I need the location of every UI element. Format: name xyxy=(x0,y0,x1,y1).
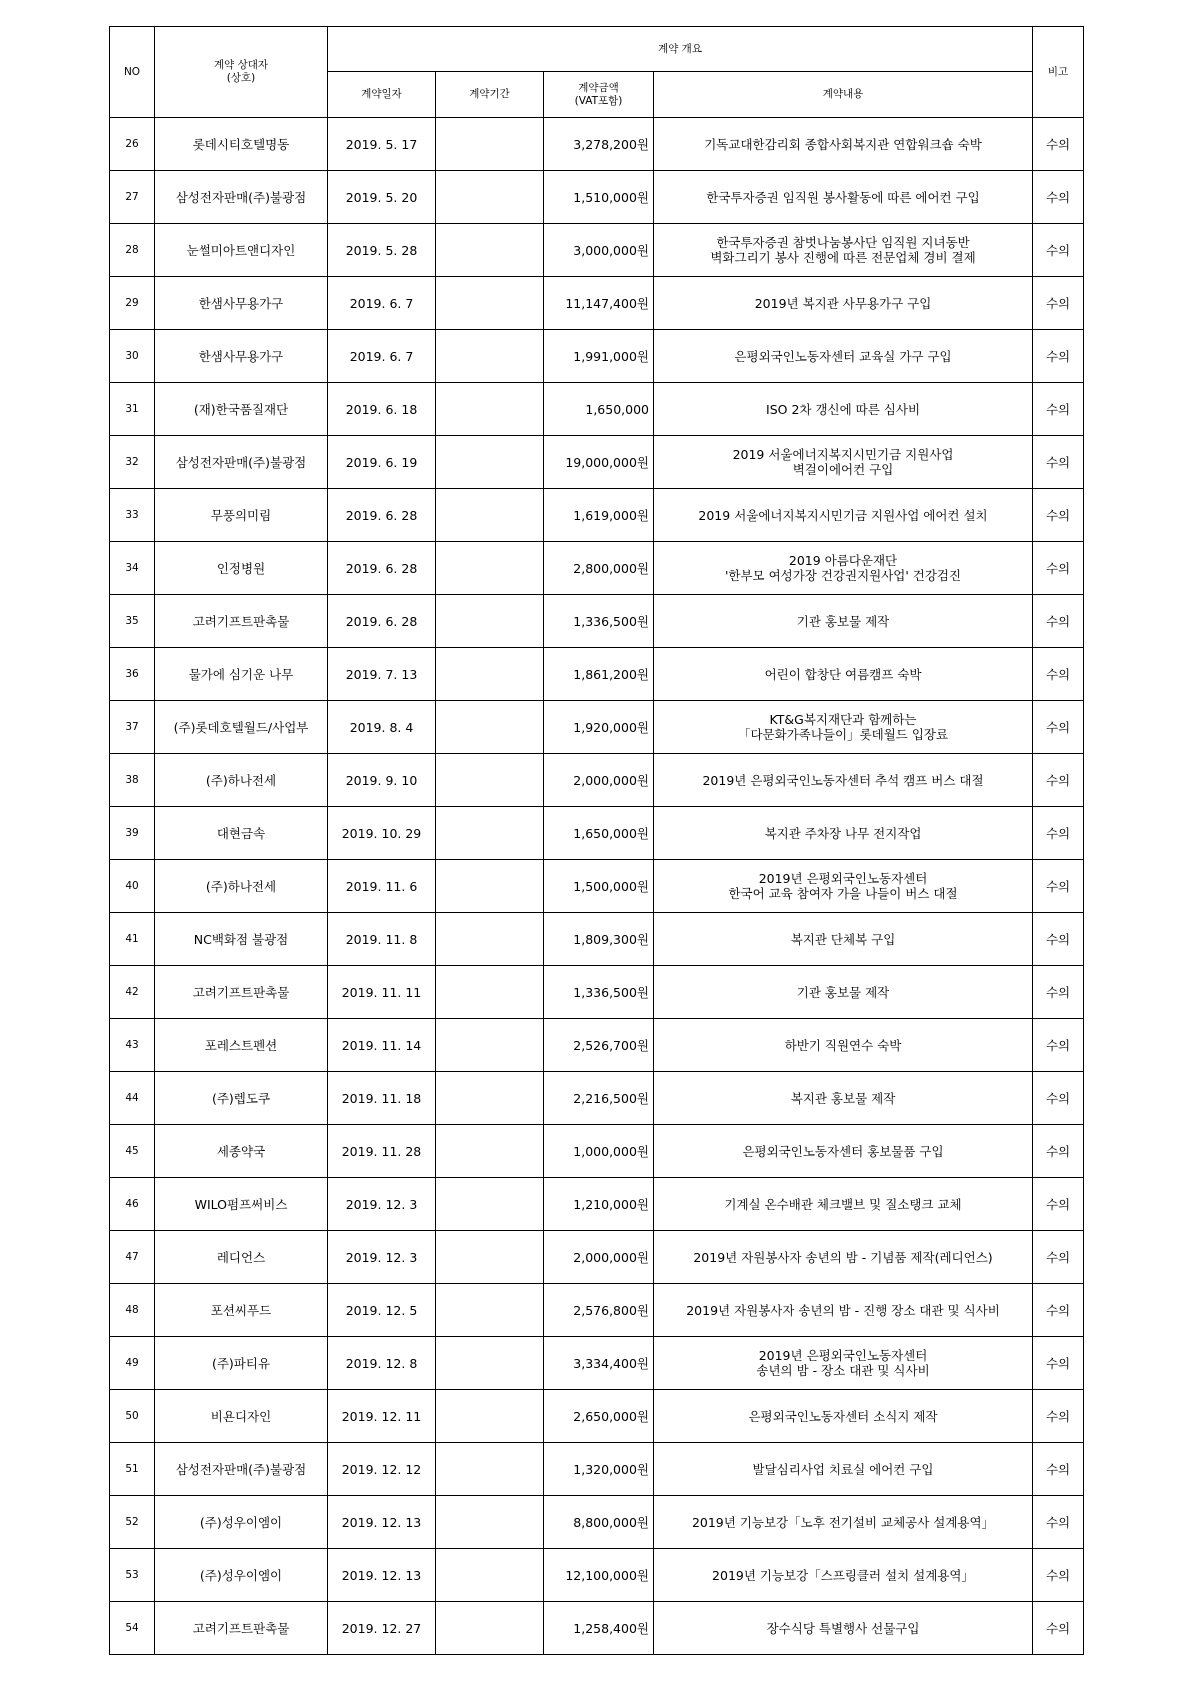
row-content-line: 기독교대한감리회 종합사회복지관 연합워크숍 숙박 xyxy=(704,136,982,152)
row-date: 2019. 9. 10 xyxy=(328,754,436,807)
row-period xyxy=(436,648,544,701)
row-no: 49 xyxy=(110,1337,155,1390)
row-no: 48 xyxy=(110,1284,155,1337)
row-period xyxy=(436,966,544,1019)
row-party: 삼성전자판매(주)불광점 xyxy=(155,171,328,224)
row-content xyxy=(654,1284,1033,1337)
row-no: 28 xyxy=(110,224,155,277)
row-remark: 수의 xyxy=(1033,1019,1084,1072)
row-content-line: 벽걸이에어컨 구입 xyxy=(792,462,894,477)
row-party: 세종약국 xyxy=(155,1125,328,1178)
row-no: 30 xyxy=(110,330,155,383)
row-content-line: 하반기 직원연수 숙박 xyxy=(784,1037,902,1053)
row-remark: 수의 xyxy=(1033,330,1084,383)
row-content xyxy=(654,171,1033,224)
row-remark: 수의 xyxy=(1033,648,1084,701)
row-content-line: 송년의 밤 - 장소 대관 및 식사비 xyxy=(756,1363,930,1378)
row-period xyxy=(436,383,544,436)
header-overview: 계약 개요 xyxy=(328,27,1033,72)
row-period xyxy=(436,913,544,966)
table-row xyxy=(110,1390,1084,1443)
row-amount: 19,000,000원 xyxy=(544,436,654,489)
table-row xyxy=(110,595,1084,648)
row-date: 2019. 11. 11 xyxy=(328,966,436,1019)
table-row xyxy=(110,913,1084,966)
row-content-line: 한국투자증권 임직원 봉사활동에 따른 에어컨 구입 xyxy=(706,189,980,205)
row-party: 포션씨푸드 xyxy=(155,1284,328,1337)
row-period xyxy=(436,542,544,595)
row-content-line: '한부모 여성가장 건강권지원사업' 건강검진 xyxy=(724,568,962,583)
header-no: NO xyxy=(110,27,155,118)
row-date: 2019. 12. 13 xyxy=(328,1496,436,1549)
row-content-line: 2019년 기능보강「노후 전기설비 교체공사 설계용역」 xyxy=(691,1514,995,1530)
header-amount-line1: 계약금액 xyxy=(578,81,619,94)
row-no: 45 xyxy=(110,1125,155,1178)
row-no: 51 xyxy=(110,1443,155,1496)
row-party: (주)렙도쿠 xyxy=(155,1072,328,1125)
row-party: (주)성우이엠이 xyxy=(155,1496,328,1549)
row-content xyxy=(654,330,1033,383)
row-content xyxy=(654,277,1033,330)
row-period xyxy=(436,1284,544,1337)
row-remark: 수의 xyxy=(1033,383,1084,436)
row-date: 2019. 12. 11 xyxy=(328,1390,436,1443)
row-party: (주)하나전세 xyxy=(155,754,328,807)
row-period xyxy=(436,330,544,383)
row-no: 38 xyxy=(110,754,155,807)
row-period xyxy=(436,1496,544,1549)
table-row xyxy=(110,330,1084,383)
row-no: 31 xyxy=(110,383,155,436)
table-row xyxy=(110,648,1084,701)
row-content xyxy=(654,1602,1033,1655)
row-party: 고려기프트판촉물 xyxy=(155,1602,328,1655)
row-party: 롯데시티호텔명동 xyxy=(155,118,328,171)
row-party: 눈썰미아트앤디자인 xyxy=(155,224,328,277)
table-row xyxy=(110,383,1084,436)
row-date: 2019. 6. 19 xyxy=(328,436,436,489)
row-content-line: 2019 서울에너지복지시민기금 지원사업 에어컨 설치 xyxy=(698,507,988,523)
row-content xyxy=(654,1125,1033,1178)
table-row xyxy=(110,277,1084,330)
row-content-line: 기관 홍보물 제작 xyxy=(796,613,890,629)
row-date: 2019. 11. 28 xyxy=(328,1125,436,1178)
table-row xyxy=(110,966,1084,1019)
row-date: 2019. 12. 13 xyxy=(328,1549,436,1602)
row-date: 2019. 11. 6 xyxy=(328,860,436,913)
row-party: 삼성전자판매(주)불광점 xyxy=(155,436,328,489)
row-amount: 1,320,000원 xyxy=(544,1443,654,1496)
row-party: 레디언스 xyxy=(155,1231,328,1284)
row-content xyxy=(654,1231,1033,1284)
table-row xyxy=(110,754,1084,807)
row-remark: 수의 xyxy=(1033,1443,1084,1496)
row-content xyxy=(654,436,1033,489)
header-party-line2: (상호) xyxy=(226,72,256,84)
row-remark: 수의 xyxy=(1033,807,1084,860)
row-remark: 수의 xyxy=(1033,1549,1084,1602)
row-date: 2019. 11. 8 xyxy=(328,913,436,966)
row-period xyxy=(436,489,544,542)
row-date: 2019. 5. 20 xyxy=(328,171,436,224)
row-remark: 수의 xyxy=(1033,542,1084,595)
table-row xyxy=(110,1231,1084,1284)
row-amount: 3,334,400원 xyxy=(544,1337,654,1390)
row-party: 무풍의미림 xyxy=(155,489,328,542)
row-remark: 수의 xyxy=(1033,1602,1084,1655)
row-content-line: 한국투자증권 참벗나눔봉사단 임직원 지녀동반 xyxy=(716,235,970,250)
row-no: 32 xyxy=(110,436,155,489)
row-remark: 수의 xyxy=(1033,224,1084,277)
table-row xyxy=(110,701,1084,754)
row-amount: 1,619,000원 xyxy=(544,489,654,542)
row-amount: 1,500,000원 xyxy=(544,860,654,913)
row-no: 33 xyxy=(110,489,155,542)
row-party: WILO펌프써비스 xyxy=(155,1178,328,1231)
row-party: 포레스트펜션 xyxy=(155,1019,328,1072)
row-no: 26 xyxy=(110,118,155,171)
row-amount: 1,000,000원 xyxy=(544,1125,654,1178)
table-row xyxy=(110,171,1084,224)
header-party-line1: 계약 상대자 xyxy=(213,59,269,71)
row-no: 35 xyxy=(110,595,155,648)
row-no: 40 xyxy=(110,860,155,913)
row-remark: 수의 xyxy=(1033,1125,1084,1178)
row-content-line: 2019년 복지관 사무용가구 구입 xyxy=(754,295,932,311)
row-party: (주)성우이엠이 xyxy=(155,1549,328,1602)
row-content-line: 복지관 홍보물 제작 xyxy=(790,1090,896,1106)
row-amount: 2,800,000원 xyxy=(544,542,654,595)
row-period xyxy=(436,277,544,330)
row-period xyxy=(436,1443,544,1496)
row-amount: 1,861,200원 xyxy=(544,648,654,701)
row-remark: 수의 xyxy=(1033,754,1084,807)
table-row xyxy=(110,1602,1084,1655)
row-period xyxy=(436,595,544,648)
row-amount: 1,809,300원 xyxy=(544,913,654,966)
row-period xyxy=(436,171,544,224)
row-amount: 1,210,000원 xyxy=(544,1178,654,1231)
row-remark: 수의 xyxy=(1033,860,1084,913)
row-remark: 수의 xyxy=(1033,1390,1084,1443)
header-amount xyxy=(544,72,654,118)
row-date: 2019. 11. 14 xyxy=(328,1019,436,1072)
table-row xyxy=(110,436,1084,489)
row-content-line: 복지관 단체복 구입 xyxy=(790,931,896,947)
row-content xyxy=(654,1443,1033,1496)
row-no: 42 xyxy=(110,966,155,1019)
row-content-line: 2019년 은평외국인노동자센터 추석 캠프 버스 대절 xyxy=(702,772,984,788)
row-no: 34 xyxy=(110,542,155,595)
row-date: 2019. 5. 28 xyxy=(328,224,436,277)
row-amount: 2,000,000원 xyxy=(544,1231,654,1284)
row-date: 2019. 6. 18 xyxy=(328,383,436,436)
table-row xyxy=(110,1549,1084,1602)
row-content-line: 벽화그리기 봉사 진행에 따른 전문업체 경비 결제 xyxy=(710,250,976,265)
row-remark: 수의 xyxy=(1033,489,1084,542)
row-amount: 2,000,000원 xyxy=(544,754,654,807)
table-row xyxy=(110,224,1084,277)
row-period xyxy=(436,754,544,807)
row-content xyxy=(654,1072,1033,1125)
row-content-line: 기계실 온수배관 체크밸브 및 질소탱크 교체 xyxy=(724,1196,962,1212)
row-party: 삼성전자판매(주)불광점 xyxy=(155,1443,328,1496)
row-amount: 1,650,000원 xyxy=(544,807,654,860)
row-party: (주)하나전세 xyxy=(155,860,328,913)
row-content-line: 2019년 기능보강「스프링클러 설치 설계용역」 xyxy=(712,1567,974,1583)
row-date: 2019. 12. 27 xyxy=(328,1602,436,1655)
row-no: 29 xyxy=(110,277,155,330)
row-period xyxy=(436,1549,544,1602)
row-no: 53 xyxy=(110,1549,155,1602)
row-amount: 1,336,500원 xyxy=(544,966,654,1019)
row-remark: 수의 xyxy=(1033,1231,1084,1284)
table-row xyxy=(110,1072,1084,1125)
table-row xyxy=(110,1284,1084,1337)
header-remark: 비고 xyxy=(1033,27,1084,118)
row-date: 2019. 6. 28 xyxy=(328,489,436,542)
row-period xyxy=(436,807,544,860)
row-no: 54 xyxy=(110,1602,155,1655)
row-party: (주)파티유 xyxy=(155,1337,328,1390)
row-amount: 3,000,000원 xyxy=(544,224,654,277)
table-header xyxy=(110,27,1084,118)
row-content-line: ISO 2차 갱신에 따른 심사비 xyxy=(766,401,921,417)
row-amount: 1,650,000 xyxy=(544,383,654,436)
row-content xyxy=(654,1496,1033,1549)
row-party: NC백화점 불광점 xyxy=(155,913,328,966)
row-remark: 수의 xyxy=(1033,118,1084,171)
row-remark: 수의 xyxy=(1033,595,1084,648)
row-content-line: 은평외국인노동자센터 홍보물품 구입 xyxy=(742,1143,944,1159)
row-remark: 수의 xyxy=(1033,1337,1084,1390)
row-period xyxy=(436,1390,544,1443)
row-content xyxy=(654,542,1033,595)
row-content-line: 「다문화가족나들이」롯데월드 입장료 xyxy=(737,727,949,742)
row-content xyxy=(654,1549,1033,1602)
row-content-line: 2019년 자원봉사자 송년의 밤 - 진행 장소 대관 및 식사비 xyxy=(686,1302,1000,1318)
row-no: 52 xyxy=(110,1496,155,1549)
row-party: (주)롯데호텔월드/사업부 xyxy=(155,701,328,754)
row-no: 41 xyxy=(110,913,155,966)
row-content xyxy=(654,648,1033,701)
row-period xyxy=(436,701,544,754)
header-date: 계약일자 xyxy=(328,72,436,118)
row-period xyxy=(436,1019,544,1072)
row-period xyxy=(436,1125,544,1178)
header-amount-line2: (VAT포함) xyxy=(574,94,623,107)
row-date: 2019. 10. 29 xyxy=(328,807,436,860)
row-remark: 수의 xyxy=(1033,171,1084,224)
row-content-line: 은평외국인노동자센터 소식지 제작 xyxy=(748,1408,938,1424)
row-date: 2019. 12. 3 xyxy=(328,1178,436,1231)
row-amount: 3,278,200원 xyxy=(544,118,654,171)
row-remark: 수의 xyxy=(1033,913,1084,966)
row-content-line: 은평외국인노동자센터 교육실 가구 구입 xyxy=(734,348,952,364)
row-content-line: 한국어 교육 참여자 가을 나들이 버스 대절 xyxy=(728,886,958,901)
row-period xyxy=(436,1337,544,1390)
row-remark: 수의 xyxy=(1033,966,1084,1019)
table-row xyxy=(110,1443,1084,1496)
row-amount: 2,216,500원 xyxy=(544,1072,654,1125)
row-content xyxy=(654,1337,1033,1390)
row-party: 비욘디자인 xyxy=(155,1390,328,1443)
row-remark: 수의 xyxy=(1033,1284,1084,1337)
row-content-line: 2019 서울에너지복지시민기금 지원사업 xyxy=(732,447,954,462)
row-period xyxy=(436,1231,544,1284)
row-content-line: 기관 홍보물 제작 xyxy=(796,984,890,1000)
row-content xyxy=(654,1390,1033,1443)
row-remark: 수의 xyxy=(1033,1178,1084,1231)
row-period xyxy=(436,1072,544,1125)
row-amount: 1,336,500원 xyxy=(544,595,654,648)
table-row xyxy=(110,860,1084,913)
row-no: 50 xyxy=(110,1390,155,1443)
row-amount: 2,526,700원 xyxy=(544,1019,654,1072)
row-content-line: 2019년 은평외국인노동자센터 xyxy=(758,871,928,886)
row-content xyxy=(654,860,1033,913)
row-remark: 수의 xyxy=(1033,1072,1084,1125)
row-amount: 8,800,000원 xyxy=(544,1496,654,1549)
row-amount: 1,258,400원 xyxy=(544,1602,654,1655)
row-party: (재)한국품질재단 xyxy=(155,383,328,436)
row-no: 39 xyxy=(110,807,155,860)
row-period xyxy=(436,224,544,277)
row-party: 물가에 심기운 나무 xyxy=(155,648,328,701)
row-date: 2019. 7. 13 xyxy=(328,648,436,701)
row-date: 2019. 12. 5 xyxy=(328,1284,436,1337)
row-date: 2019. 5. 17 xyxy=(328,118,436,171)
table-row xyxy=(110,542,1084,595)
header-party xyxy=(155,27,328,118)
table-row xyxy=(110,1019,1084,1072)
table-row xyxy=(110,118,1084,171)
row-amount: 11,147,400원 xyxy=(544,277,654,330)
row-date: 2019. 12. 3 xyxy=(328,1231,436,1284)
header-period: 계약기간 xyxy=(436,72,544,118)
row-amount: 1,991,000원 xyxy=(544,330,654,383)
row-period xyxy=(436,118,544,171)
table-row xyxy=(110,807,1084,860)
row-content-line: 어린이 합창단 여름캠프 숙박 xyxy=(764,666,922,682)
row-date: 2019. 6. 28 xyxy=(328,595,436,648)
row-content-line: 장수식당 특별행사 선물구입 xyxy=(766,1620,920,1636)
row-date: 2019. 6. 7 xyxy=(328,277,436,330)
row-no: 37 xyxy=(110,701,155,754)
row-no: 27 xyxy=(110,171,155,224)
header-content: 계약내용 xyxy=(654,72,1033,118)
row-party: 고려기프트판촉물 xyxy=(155,595,328,648)
row-party: 대현금속 xyxy=(155,807,328,860)
row-remark: 수의 xyxy=(1033,436,1084,489)
row-content xyxy=(654,118,1033,171)
row-date: 2019. 12. 12 xyxy=(328,1443,436,1496)
row-content-line: 발달심리사업 치료실 에어컨 구입 xyxy=(752,1461,934,1477)
row-content xyxy=(654,383,1033,436)
row-content xyxy=(654,489,1033,542)
row-period xyxy=(436,1602,544,1655)
row-content xyxy=(654,224,1033,277)
row-no: 36 xyxy=(110,648,155,701)
table-body xyxy=(110,118,1084,1655)
row-remark: 수의 xyxy=(1033,1496,1084,1549)
row-amount: 1,920,000원 xyxy=(544,701,654,754)
row-date: 2019. 6. 7 xyxy=(328,330,436,383)
row-content-line: 2019년 자원봉사자 송년의 밤 - 기념품 제작(레디언스) xyxy=(693,1249,993,1265)
row-period xyxy=(436,1178,544,1231)
row-party: 인정병원 xyxy=(155,542,328,595)
row-no: 46 xyxy=(110,1178,155,1231)
row-amount: 12,100,000원 xyxy=(544,1549,654,1602)
row-no: 44 xyxy=(110,1072,155,1125)
row-amount: 2,576,800원 xyxy=(544,1284,654,1337)
row-content xyxy=(654,913,1033,966)
row-period xyxy=(436,860,544,913)
row-amount: 1,510,000원 xyxy=(544,171,654,224)
row-period xyxy=(436,436,544,489)
row-content xyxy=(654,1019,1033,1072)
row-date: 2019. 12. 8 xyxy=(328,1337,436,1390)
row-content-line: 2019 아름다운재단 xyxy=(788,553,898,568)
row-content xyxy=(654,595,1033,648)
row-party: 한샘사무용가구 xyxy=(155,277,328,330)
table-row xyxy=(110,1337,1084,1390)
table-row xyxy=(110,1178,1084,1231)
row-content xyxy=(654,966,1033,1019)
row-content-line: KT&G복지재단과 함께하는 xyxy=(769,712,917,727)
row-content xyxy=(654,701,1033,754)
row-party: 고려기프트판촉물 xyxy=(155,966,328,1019)
row-content xyxy=(654,807,1033,860)
row-content xyxy=(654,754,1033,807)
row-no: 47 xyxy=(110,1231,155,1284)
row-party: 한샘사무용가구 xyxy=(155,330,328,383)
row-content xyxy=(654,1178,1033,1231)
row-content-line: 2019년 은평외국인노동자센터 xyxy=(758,1348,928,1363)
row-content-line: 복지관 주차장 나무 전지작업 xyxy=(764,825,922,841)
row-date: 2019. 6. 28 xyxy=(328,542,436,595)
row-remark: 수의 xyxy=(1033,277,1084,330)
table-row xyxy=(110,1125,1084,1178)
row-amount: 2,650,000원 xyxy=(544,1390,654,1443)
row-remark: 수의 xyxy=(1033,701,1084,754)
row-date: 2019. 8. 4 xyxy=(328,701,436,754)
row-date: 2019. 11. 18 xyxy=(328,1072,436,1125)
table-row xyxy=(110,1496,1084,1549)
table-row xyxy=(110,489,1084,542)
contract-table xyxy=(109,26,1084,1655)
row-no: 43 xyxy=(110,1019,155,1072)
